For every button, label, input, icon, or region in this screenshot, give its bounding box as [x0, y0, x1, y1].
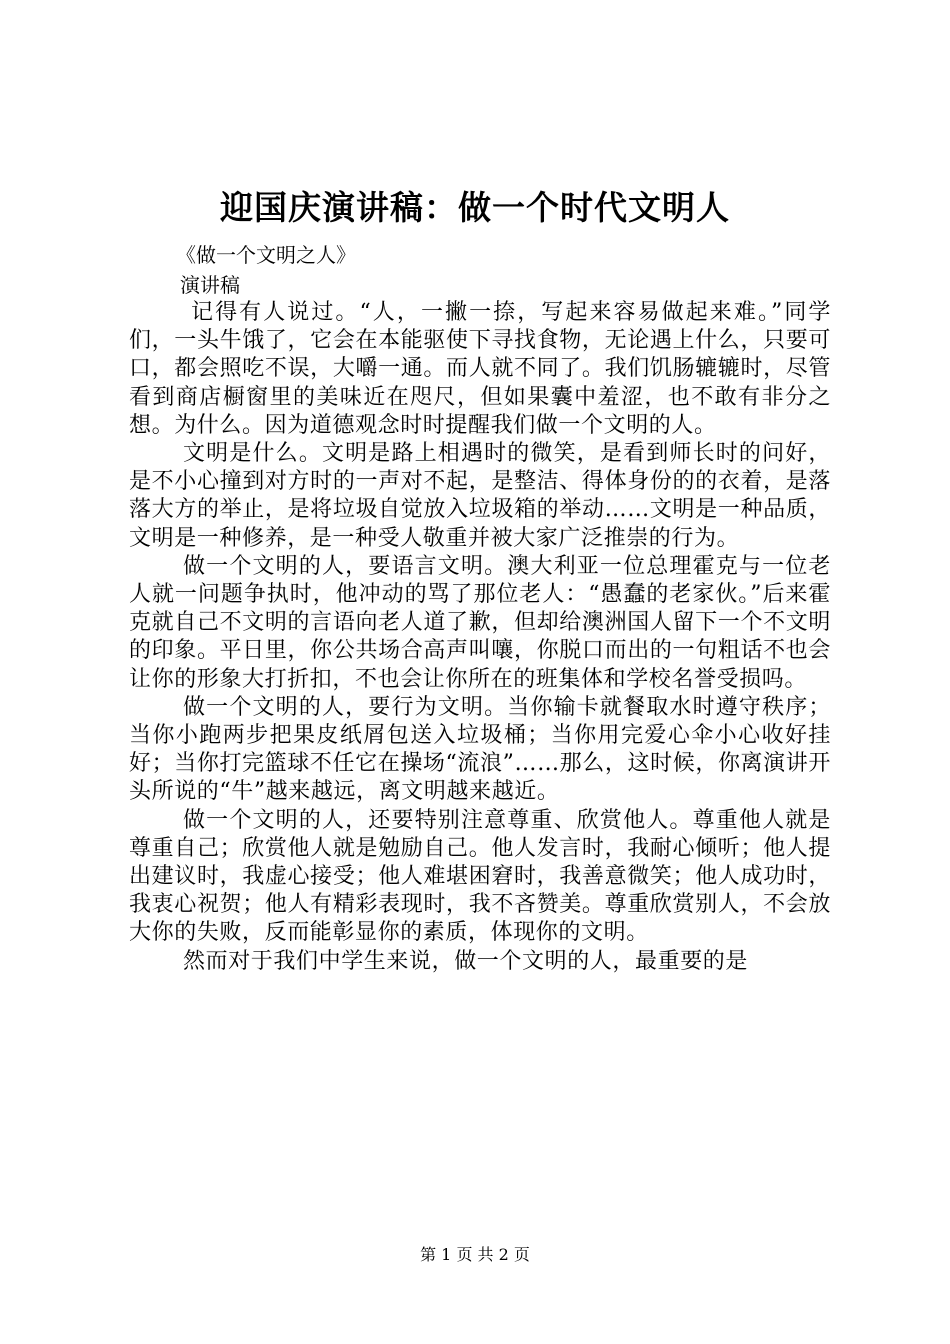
paragraph-3: 做一个文明的人，要语言文明。澳大利亚一位总理霍克与一位老人就一问题争执时，他冲动的骂了那位老人：“愚蠢的老家伙。”后来霍克就自己不文明的言语向老人道了歉，但却给澳洲国人留下一个不文明的印象。平日里，你公共场合高声叫嚷，你脱口而出的一句粗话不也会让你的形象大打折扣，不也会让你所在的班集体和学校名誉受损吗。	[129, 553, 831, 692]
document-genre-label: 演讲稿	[180, 273, 240, 297]
paragraph-4: 做一个文明的人，要行为文明。当你输卡就餐取水时遵守秩序；当你小跑两步把果皮纸屑包送入垃圾桶；当你用完爱心伞小心收好挂好；当你打完篮球不任它在操场“流浪”……那么，这时候，你离演讲开头所说的“牛”越来越远，离文明越来越近。	[129, 694, 831, 805]
document-subtitle: 《做一个文明之人》	[176, 243, 356, 267]
paragraph-1: 记得有人说过。“人，一撇一捺，写起来容易做起来难。”同学们，一头牛饿了，它会在本能驱使下寻找食物，无论遇上什么，只要可口，都会照吃不误，大嚼一通。而人就不同了。我们饥肠辘辘时，尽管看到商店橱窗里的美味近在咫尺，但如果囊中羞涩，也不敢有非分之想。为什么。因为道德观念时时提醒我们做一个文明的人。	[129, 300, 831, 438]
page-number-footer: 第 1 页 共 2 页	[420, 1245, 530, 1264]
paragraph-5: 做一个文明的人，还要特别注意尊重、欣赏他人。尊重他人就是尊重自己；欣赏他人就是勉励自己。他人发言时，我耐心倾听；他人提出建议时，我虚心接受；他人难堪困窘时，我善意微笑；他人成功时，我衷心祝贺；他人有精彩表现时，我不吝赞美。尊重欣赏别人，不会放大你的失败，反而能彰显你的素质，体现你的文明。	[129, 807, 831, 946]
paragraph-6: 然而对于我们中学生来说，做一个文明的人，最重要的是	[183, 948, 749, 974]
document-title: 迎国庆演讲稿：做一个时代文明人	[220, 188, 730, 227]
paragraph-2: 文明是什么。文明是路上相遇时的微笑，是看到师长时的问好，是不小心撞到对方时的一声对不起，是整洁、得体身份的的衣着，是落落大方的举止，是将垃圾自觉放入垃圾箱的举动……文明是一种品质，文明是一种修养，是一种受人敬重并被大家广泛推崇的行为。	[129, 441, 831, 551]
document-body	[129, 299, 831, 976]
